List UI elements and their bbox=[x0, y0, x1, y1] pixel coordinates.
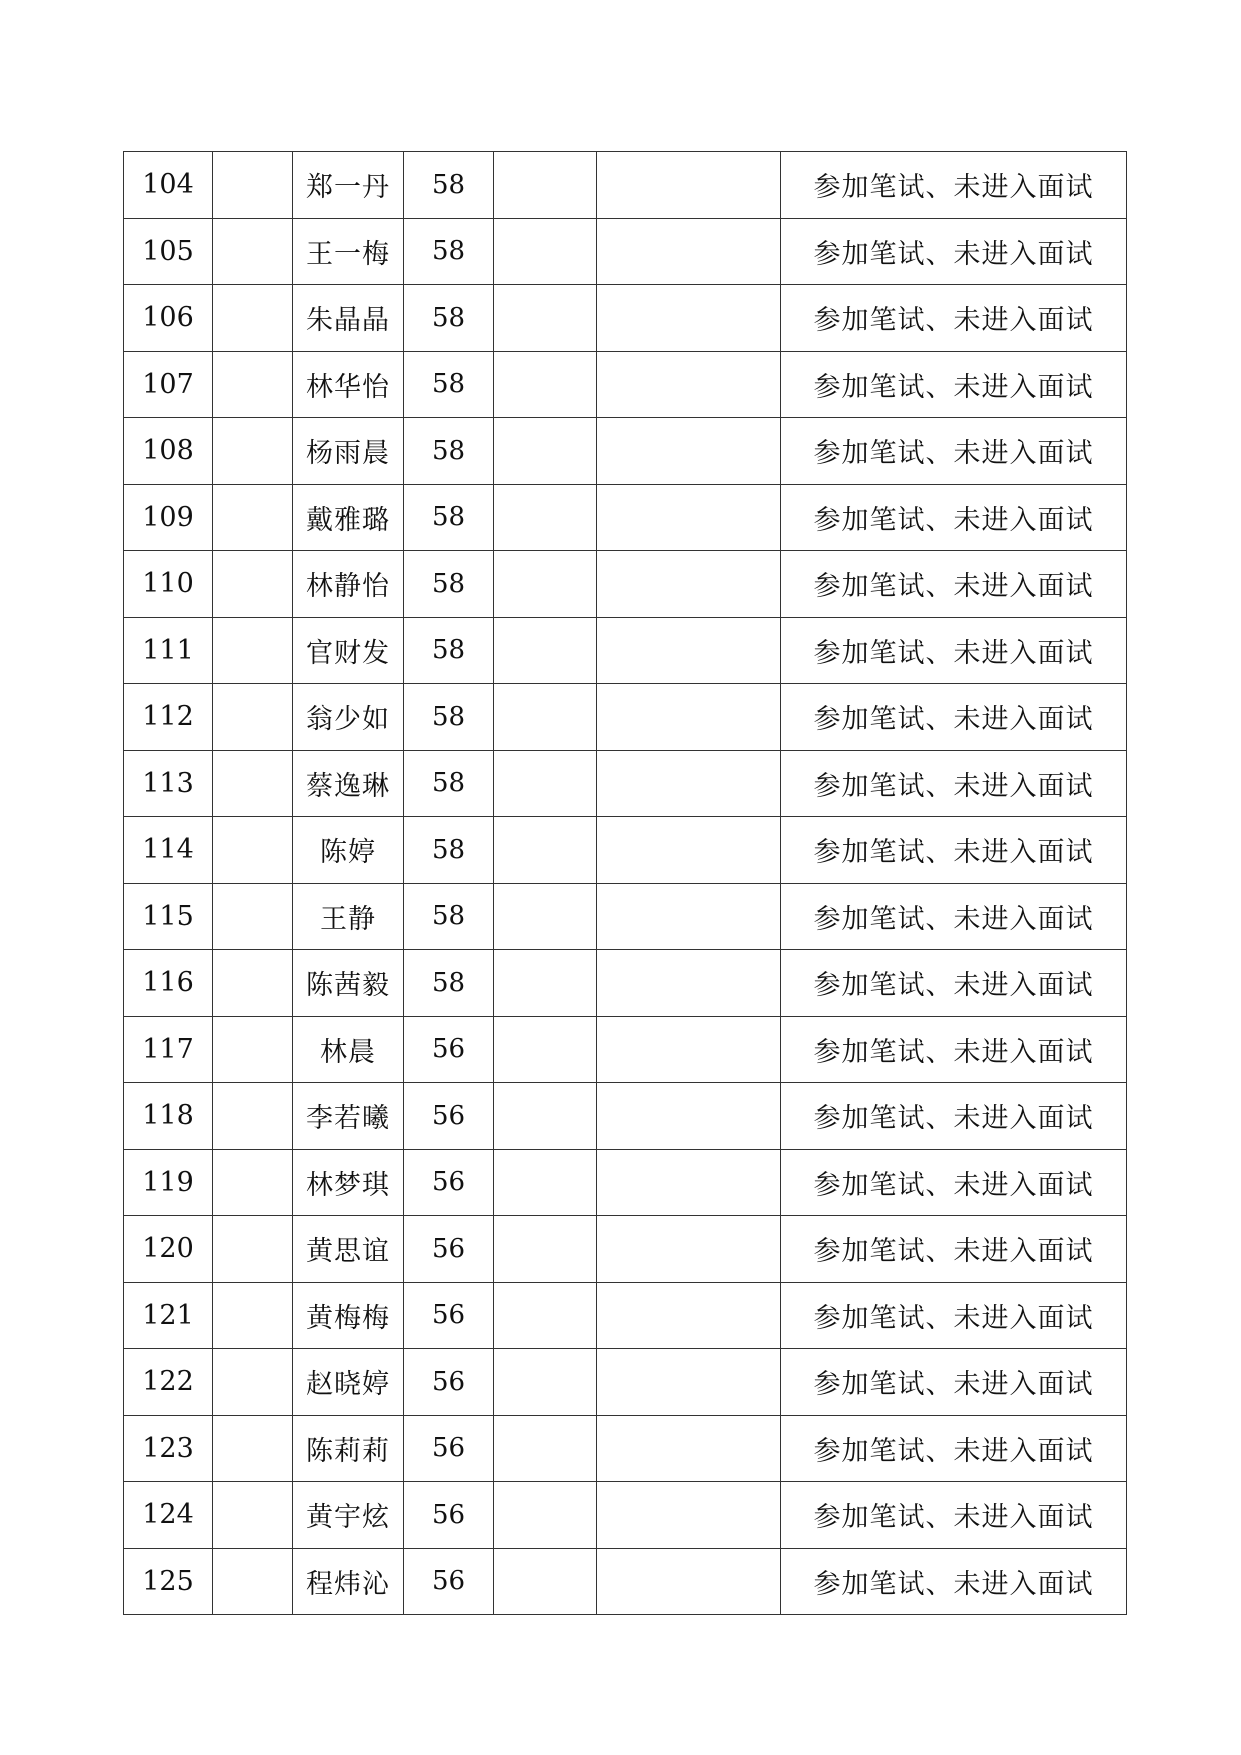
candidate-name-cell: 戴雅璐 bbox=[293, 484, 404, 551]
blank-cell bbox=[494, 484, 597, 551]
blank-cell bbox=[213, 351, 293, 418]
row-number-cell: 113 bbox=[124, 750, 213, 817]
blank-cell bbox=[494, 1083, 597, 1150]
status-cell: 参加笔试、未进入面试 bbox=[781, 817, 1127, 884]
blank-cell bbox=[597, 1083, 781, 1150]
blank-cell bbox=[597, 351, 781, 418]
blank-cell bbox=[597, 1349, 781, 1416]
blank-cell bbox=[494, 617, 597, 684]
status-cell: 参加笔试、未进入面试 bbox=[781, 1548, 1127, 1615]
blank-cell bbox=[597, 750, 781, 817]
blank-cell bbox=[597, 1548, 781, 1615]
score-cell: 56 bbox=[404, 1548, 494, 1615]
blank-cell bbox=[213, 1216, 293, 1283]
table-row bbox=[124, 152, 1127, 219]
blank-cell bbox=[494, 750, 597, 817]
results-table bbox=[123, 151, 1127, 1615]
table-row bbox=[124, 1282, 1127, 1349]
row-number-cell: 111 bbox=[124, 617, 213, 684]
score-cell: 58 bbox=[404, 551, 494, 618]
blank-cell bbox=[213, 950, 293, 1017]
row-number-cell: 116 bbox=[124, 950, 213, 1017]
score-cell: 58 bbox=[404, 285, 494, 352]
blank-cell bbox=[597, 883, 781, 950]
candidate-name-cell: 林梦琪 bbox=[293, 1149, 404, 1216]
row-number-cell: 123 bbox=[124, 1415, 213, 1482]
table-row bbox=[124, 285, 1127, 352]
table-row bbox=[124, 750, 1127, 817]
blank-cell bbox=[213, 617, 293, 684]
table-row bbox=[124, 1415, 1127, 1482]
candidate-name-cell: 杨雨晨 bbox=[293, 418, 404, 485]
blank-cell bbox=[597, 1016, 781, 1083]
status-cell: 参加笔试、未进入面试 bbox=[781, 1016, 1127, 1083]
blank-cell bbox=[213, 285, 293, 352]
blank-cell bbox=[597, 1415, 781, 1482]
candidate-name-cell: 陈莉莉 bbox=[293, 1415, 404, 1482]
candidate-name-cell: 蔡逸琳 bbox=[293, 750, 404, 817]
table-row bbox=[124, 351, 1127, 418]
row-number-cell: 119 bbox=[124, 1149, 213, 1216]
blank-cell bbox=[213, 1282, 293, 1349]
table-row bbox=[124, 1149, 1127, 1216]
blank-cell bbox=[494, 684, 597, 751]
status-cell: 参加笔试、未进入面试 bbox=[781, 1149, 1127, 1216]
status-cell: 参加笔试、未进入面试 bbox=[781, 684, 1127, 751]
status-cell: 参加笔试、未进入面试 bbox=[781, 1216, 1127, 1283]
score-cell: 56 bbox=[404, 1016, 494, 1083]
blank-cell bbox=[494, 351, 597, 418]
blank-cell bbox=[494, 285, 597, 352]
status-cell: 参加笔试、未进入面试 bbox=[781, 551, 1127, 618]
table-row bbox=[124, 484, 1127, 551]
table-row bbox=[124, 883, 1127, 950]
blank-cell bbox=[213, 551, 293, 618]
blank-cell bbox=[597, 1482, 781, 1549]
score-cell: 58 bbox=[404, 950, 494, 1017]
status-cell: 参加笔试、未进入面试 bbox=[781, 152, 1127, 219]
score-cell: 58 bbox=[404, 883, 494, 950]
score-cell: 58 bbox=[404, 418, 494, 485]
blank-cell bbox=[494, 1349, 597, 1416]
blank-cell bbox=[213, 218, 293, 285]
blank-cell bbox=[597, 1216, 781, 1283]
table-row bbox=[124, 1349, 1127, 1416]
blank-cell bbox=[213, 1016, 293, 1083]
score-cell: 58 bbox=[404, 817, 494, 884]
blank-cell bbox=[494, 1016, 597, 1083]
status-cell: 参加笔试、未进入面试 bbox=[781, 1083, 1127, 1150]
candidate-name-cell: 林华怡 bbox=[293, 351, 404, 418]
status-cell: 参加笔试、未进入面试 bbox=[781, 418, 1127, 485]
blank-cell bbox=[597, 484, 781, 551]
blank-cell bbox=[597, 617, 781, 684]
row-number-cell: 106 bbox=[124, 285, 213, 352]
blank-cell bbox=[494, 218, 597, 285]
row-number-cell: 122 bbox=[124, 1349, 213, 1416]
row-number-cell: 117 bbox=[124, 1016, 213, 1083]
candidate-name-cell: 郑一丹 bbox=[293, 152, 404, 219]
blank-cell bbox=[597, 817, 781, 884]
blank-cell bbox=[494, 1548, 597, 1615]
candidate-name-cell: 林静怡 bbox=[293, 551, 404, 618]
blank-cell bbox=[597, 218, 781, 285]
blank-cell bbox=[494, 883, 597, 950]
table-row bbox=[124, 1548, 1127, 1615]
blank-cell bbox=[494, 817, 597, 884]
row-number-cell: 114 bbox=[124, 817, 213, 884]
score-cell: 58 bbox=[404, 351, 494, 418]
row-number-cell: 104 bbox=[124, 152, 213, 219]
status-cell: 参加笔试、未进入面试 bbox=[781, 1482, 1127, 1549]
blank-cell bbox=[597, 950, 781, 1017]
blank-cell bbox=[213, 684, 293, 751]
blank-cell bbox=[213, 883, 293, 950]
blank-cell bbox=[494, 950, 597, 1017]
row-number-cell: 118 bbox=[124, 1083, 213, 1150]
blank-cell bbox=[597, 684, 781, 751]
score-cell: 58 bbox=[404, 684, 494, 751]
blank-cell bbox=[494, 418, 597, 485]
blank-cell bbox=[213, 418, 293, 485]
blank-cell bbox=[597, 152, 781, 219]
status-cell: 参加笔试、未进入面试 bbox=[781, 285, 1127, 352]
row-number-cell: 105 bbox=[124, 218, 213, 285]
table-row bbox=[124, 1216, 1127, 1283]
candidate-name-cell: 黄宇炫 bbox=[293, 1482, 404, 1549]
candidate-name-cell: 赵晓婷 bbox=[293, 1349, 404, 1416]
status-cell: 参加笔试、未进入面试 bbox=[781, 218, 1127, 285]
score-cell: 56 bbox=[404, 1216, 494, 1283]
blank-cell bbox=[213, 484, 293, 551]
score-cell: 58 bbox=[404, 484, 494, 551]
candidate-name-cell: 陈婷 bbox=[293, 817, 404, 884]
blank-cell bbox=[494, 1415, 597, 1482]
row-number-cell: 109 bbox=[124, 484, 213, 551]
row-number-cell: 108 bbox=[124, 418, 213, 485]
blank-cell bbox=[597, 418, 781, 485]
candidate-name-cell: 官财发 bbox=[293, 617, 404, 684]
blank-cell bbox=[213, 1482, 293, 1549]
table-row bbox=[124, 418, 1127, 485]
candidate-name-cell: 李若曦 bbox=[293, 1083, 404, 1150]
table-row bbox=[124, 684, 1127, 751]
score-cell: 56 bbox=[404, 1482, 494, 1549]
row-number-cell: 107 bbox=[124, 351, 213, 418]
table-row bbox=[124, 617, 1127, 684]
blank-cell bbox=[213, 1149, 293, 1216]
blank-cell bbox=[597, 285, 781, 352]
candidate-name-cell: 王一梅 bbox=[293, 218, 404, 285]
candidate-name-cell: 黄梅梅 bbox=[293, 1282, 404, 1349]
candidate-name-cell: 朱晶晶 bbox=[293, 285, 404, 352]
score-cell: 56 bbox=[404, 1282, 494, 1349]
row-number-cell: 120 bbox=[124, 1216, 213, 1283]
score-cell: 56 bbox=[404, 1149, 494, 1216]
blank-cell bbox=[494, 1149, 597, 1216]
blank-cell bbox=[597, 551, 781, 618]
blank-cell bbox=[494, 551, 597, 618]
blank-cell bbox=[213, 1548, 293, 1615]
candidate-name-cell: 程炜沁 bbox=[293, 1548, 404, 1615]
score-cell: 56 bbox=[404, 1415, 494, 1482]
score-cell: 58 bbox=[404, 152, 494, 219]
table-row bbox=[124, 551, 1127, 618]
score-cell: 56 bbox=[404, 1083, 494, 1150]
blank-cell bbox=[597, 1282, 781, 1349]
blank-cell bbox=[213, 1349, 293, 1416]
table-row bbox=[124, 950, 1127, 1017]
blank-cell bbox=[213, 1415, 293, 1482]
table-row bbox=[124, 1016, 1127, 1083]
row-number-cell: 110 bbox=[124, 551, 213, 618]
status-cell: 参加笔试、未进入面试 bbox=[781, 1282, 1127, 1349]
candidate-name-cell: 林晨 bbox=[293, 1016, 404, 1083]
blank-cell bbox=[597, 1149, 781, 1216]
blank-cell bbox=[213, 152, 293, 219]
candidate-name-cell: 王静 bbox=[293, 883, 404, 950]
status-cell: 参加笔试、未进入面试 bbox=[781, 484, 1127, 551]
status-cell: 参加笔试、未进入面试 bbox=[781, 1349, 1127, 1416]
score-cell: 58 bbox=[404, 218, 494, 285]
blank-cell bbox=[213, 1083, 293, 1150]
table-row bbox=[124, 218, 1127, 285]
row-number-cell: 115 bbox=[124, 883, 213, 950]
status-cell: 参加笔试、未进入面试 bbox=[781, 883, 1127, 950]
status-cell: 参加笔试、未进入面试 bbox=[781, 351, 1127, 418]
blank-cell bbox=[494, 152, 597, 219]
table-body bbox=[124, 152, 1127, 1615]
candidate-name-cell: 黄思谊 bbox=[293, 1216, 404, 1283]
table-row bbox=[124, 817, 1127, 884]
blank-cell bbox=[494, 1482, 597, 1549]
blank-cell bbox=[213, 817, 293, 884]
blank-cell bbox=[213, 750, 293, 817]
blank-cell bbox=[494, 1282, 597, 1349]
score-cell: 58 bbox=[404, 750, 494, 817]
table-row bbox=[124, 1083, 1127, 1150]
candidate-name-cell: 陈茜毅 bbox=[293, 950, 404, 1017]
table-row bbox=[124, 1482, 1127, 1549]
status-cell: 参加笔试、未进入面试 bbox=[781, 950, 1127, 1017]
score-cell: 58 bbox=[404, 617, 494, 684]
status-cell: 参加笔试、未进入面试 bbox=[781, 617, 1127, 684]
status-cell: 参加笔试、未进入面试 bbox=[781, 1415, 1127, 1482]
blank-cell bbox=[494, 1216, 597, 1283]
score-cell: 56 bbox=[404, 1349, 494, 1416]
row-number-cell: 124 bbox=[124, 1482, 213, 1549]
row-number-cell: 125 bbox=[124, 1548, 213, 1615]
candidate-name-cell: 翁少如 bbox=[293, 684, 404, 751]
row-number-cell: 121 bbox=[124, 1282, 213, 1349]
row-number-cell: 112 bbox=[124, 684, 213, 751]
status-cell: 参加笔试、未进入面试 bbox=[781, 750, 1127, 817]
